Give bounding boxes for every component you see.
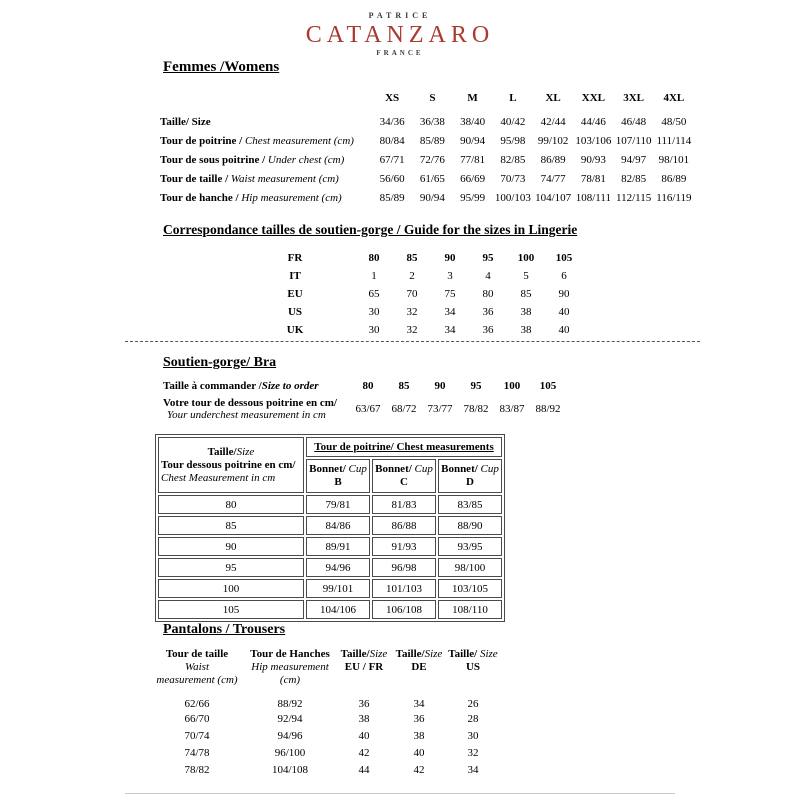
value-cell: 3: [447, 270, 453, 282]
table-row: [158, 558, 502, 577]
value-cell: 90/94: [460, 134, 486, 147]
table-row: [158, 600, 502, 619]
value-cell: 44/46: [580, 115, 606, 128]
value-cell: 82/85: [621, 172, 647, 185]
value-cell: 88/90: [438, 516, 502, 535]
value-cell: 94/96: [306, 558, 370, 577]
value-cell: 42: [413, 764, 425, 776]
table-row: [158, 537, 502, 556]
value-cell: 36: [482, 324, 494, 336]
value-cell: 84/86: [306, 516, 370, 535]
size-header: L: [509, 92, 517, 104]
womens-heading: Femmes /Womens: [163, 59, 280, 75]
row-label: UK: [286, 324, 304, 336]
value-cell: 105: [539, 380, 557, 392]
value-cell: 92/94: [277, 713, 303, 725]
value-cell: 40/42: [500, 115, 526, 128]
value-cell: 80: [362, 380, 374, 392]
value-cell: 32: [406, 324, 418, 336]
row-label: US: [287, 306, 303, 318]
logo-patrice-text: PATRICE: [368, 11, 432, 20]
row-label: FR: [287, 252, 303, 264]
value-cell: 86/89: [661, 172, 687, 185]
table-row: [158, 437, 502, 457]
value-cell: 1: [371, 270, 377, 282]
table-row: [160, 150, 694, 169]
size-header: M: [467, 92, 478, 104]
row-label: Taille/ Size: [160, 115, 211, 128]
value-cell: 65: [368, 288, 380, 300]
value-cell: 104/106: [306, 600, 370, 619]
table-row: [147, 728, 503, 745]
value-cell: 32: [406, 306, 418, 318]
value-cell: 61/65: [419, 172, 445, 185]
value-cell: 34: [413, 698, 425, 710]
empty-cell: [160, 88, 372, 112]
value-cell: 85/89: [379, 191, 405, 204]
value-cell: 75: [444, 288, 456, 300]
table-row: [235, 267, 583, 285]
womens-size-table: [160, 88, 694, 207]
size-de-column-header: Taille/Size DE: [395, 648, 443, 673]
value-cell: 86/89: [540, 153, 566, 166]
value-cell: 83/87: [499, 403, 525, 415]
value-cell: 116/119: [656, 191, 692, 204]
value-cell: 101/103: [372, 579, 436, 598]
value-cell: 103/106: [575, 134, 612, 147]
logo-catanzaro-text: CATANZARO: [305, 22, 495, 48]
value-cell: 38: [413, 730, 425, 742]
size-header: XS: [385, 92, 400, 104]
value-cell: 6: [561, 270, 567, 282]
table-row: [147, 711, 503, 728]
table-row: [235, 249, 583, 267]
value-cell: 108/111: [575, 191, 611, 204]
size-cell: 80: [158, 495, 304, 514]
value-cell: 95/98: [500, 134, 526, 147]
row-label: Votre tour de dessous poitrine en cm/ Your underchest measurement in cm: [163, 396, 337, 421]
value-cell: 104/107: [535, 191, 572, 204]
value-cell: 94/97: [621, 153, 647, 166]
value-cell: 44: [358, 764, 370, 776]
value-cell: 42: [358, 747, 370, 759]
value-cell: 38/40: [460, 115, 486, 128]
trousers-table: [147, 648, 503, 779]
size-header: 3XL: [623, 92, 645, 104]
value-cell: 99/102: [537, 134, 569, 147]
value-cell: 34: [444, 306, 456, 318]
value-cell: 96/98: [372, 558, 436, 577]
table-row: [147, 687, 503, 711]
value-cell: 72/76: [419, 153, 445, 166]
hip-column-header: Tour de Hanches Hip measurement (cm): [250, 648, 330, 686]
value-cell: 30: [368, 306, 380, 318]
value-cell: 104/108: [271, 764, 309, 776]
value-cell: 98/101: [658, 153, 690, 166]
row-label: Tour de taille / Waist measurement (cm): [160, 172, 339, 185]
row-label: IT: [289, 270, 301, 282]
value-cell: 85: [398, 380, 410, 392]
value-cell: 112/115: [616, 191, 652, 204]
value-cell: 80: [368, 252, 380, 264]
value-cell: 40: [358, 730, 370, 742]
value-cell: 88/92: [277, 698, 303, 710]
value-cell: 111/114: [656, 134, 692, 147]
value-cell: 83/85: [438, 495, 502, 514]
size-header: XXL: [581, 92, 605, 104]
value-cell: 90: [558, 288, 570, 300]
size-column-header: Taille/Size Tour dessous poitrine en cm/ Chest Measurement in cm: [158, 437, 304, 493]
value-cell: 103/105: [438, 579, 502, 598]
value-cell: 90: [444, 252, 456, 264]
value-cell: 90/94: [419, 191, 445, 204]
size-cell: 105: [158, 600, 304, 619]
size-header: S: [429, 92, 436, 104]
value-cell: 100/103: [494, 191, 531, 204]
dashed-divider: [125, 341, 700, 342]
table-row: [147, 745, 503, 762]
table-row: [163, 377, 566, 395]
cup-c-header: Bonnet/ Cup C: [372, 459, 436, 493]
bra-order-table: [163, 377, 566, 423]
value-cell: 90/93: [580, 153, 606, 166]
value-cell: 70: [406, 288, 418, 300]
size-us-column-header: Taille/ Size US: [448, 648, 498, 673]
value-cell: 67/71: [379, 153, 405, 166]
size-header: XL: [545, 92, 561, 104]
table-row: [147, 762, 503, 779]
value-cell: 85: [520, 288, 532, 300]
value-cell: 108/110: [438, 600, 502, 619]
value-cell: 80: [482, 288, 494, 300]
trousers-heading: Pantalons / Trousers: [163, 622, 286, 637]
value-cell: 2: [409, 270, 415, 282]
table-row: [158, 495, 502, 514]
value-cell: 80/84: [379, 134, 405, 147]
value-cell: 5: [523, 270, 529, 282]
bra-heading: Soutien-gorge/ Bra: [163, 355, 277, 370]
value-cell: 36: [413, 713, 425, 725]
value-cell: 70/74: [184, 730, 210, 742]
table-row: [235, 321, 583, 339]
value-cell: 38: [520, 324, 532, 336]
value-cell: 62/66: [184, 698, 210, 710]
size-cell: 100: [158, 579, 304, 598]
value-cell: 36/38: [419, 115, 445, 128]
value-cell: 86/88: [372, 516, 436, 535]
lingerie-correspondence-table: [235, 249, 583, 339]
value-cell: 56/60: [379, 172, 405, 185]
value-cell: 98/100: [438, 558, 502, 577]
bottom-rule: [125, 793, 675, 794]
value-cell: 34/36: [379, 115, 405, 128]
value-cell: 85: [406, 252, 418, 264]
value-cell: 74/77: [540, 172, 566, 185]
value-cell: 30: [467, 730, 479, 742]
value-cell: 79/81: [306, 495, 370, 514]
table-row: [158, 516, 502, 535]
value-cell: 99/101: [306, 579, 370, 598]
value-cell: 46/48: [621, 115, 647, 128]
value-cell: 96/100: [274, 747, 306, 759]
table-row: [158, 579, 502, 598]
table-row: [160, 112, 694, 131]
value-cell: 32: [467, 747, 479, 759]
value-cell: 38: [358, 713, 370, 725]
value-cell: 100: [517, 252, 535, 264]
value-cell: 88/92: [535, 403, 561, 415]
size-eu-fr-column-header: Taille/Size EU / FR: [340, 648, 388, 673]
value-cell: 106/108: [372, 600, 436, 619]
row-label: Tour de sous poitrine / Under chest (cm): [160, 153, 345, 166]
brand-logo: [0, 12, 800, 57]
table-row: [160, 169, 694, 188]
table-row: [235, 303, 583, 321]
value-cell: 85/89: [419, 134, 445, 147]
value-cell: 107/110: [615, 134, 652, 147]
value-cell: 90: [434, 380, 446, 392]
lingerie-heading: Correspondance tailles de soutien-gorge / Guide for the sizes in Lingerie: [163, 222, 578, 237]
value-cell: 42/44: [540, 115, 566, 128]
waist-column-header: Tour de taille Waist measurement (cm): [156, 648, 238, 686]
value-cell: 77/81: [460, 153, 486, 166]
size-cell: 85: [158, 516, 304, 535]
table-row: [160, 188, 694, 207]
value-cell: 70/73: [500, 172, 526, 185]
value-cell: 36: [482, 306, 494, 318]
table-row: [163, 395, 566, 423]
value-cell: 82/85: [500, 153, 526, 166]
value-cell: 100: [503, 380, 521, 392]
value-cell: 34: [444, 324, 456, 336]
value-cell: 93/95: [438, 537, 502, 556]
value-cell: 74/78: [184, 747, 210, 759]
value-cell: 30: [368, 324, 380, 336]
value-cell: 78/82: [184, 764, 210, 776]
row-label: Tour de hanche / Hip measurement (cm): [160, 191, 342, 204]
value-cell: 68/72: [391, 403, 417, 415]
value-cell: 28: [467, 713, 479, 725]
value-cell: 38: [520, 306, 532, 318]
value-cell: 40: [413, 747, 425, 759]
value-cell: 34: [467, 764, 479, 776]
size-header: 4XL: [663, 92, 685, 104]
table-row: [160, 88, 694, 112]
value-cell: 95: [470, 380, 482, 392]
value-cell: 4: [485, 270, 491, 282]
value-cell: 66/69: [460, 172, 486, 185]
cup-b-header: Bonnet/ Cup B: [306, 459, 370, 493]
cup-d-header: Bonnet/ Cup D: [438, 459, 502, 493]
value-cell: 105: [555, 252, 573, 264]
value-cell: 40: [558, 324, 570, 336]
row-label: Tour de poitrine / Chest measurement (cm): [160, 134, 354, 147]
value-cell: 81/83: [372, 495, 436, 514]
logo-france-text: FRANCE: [376, 49, 424, 57]
value-cell: 95/99: [460, 191, 486, 204]
value-cell: 63/67: [355, 403, 381, 415]
value-cell: 91/93: [372, 537, 436, 556]
row-label: EU: [287, 288, 303, 300]
size-cell: 95: [158, 558, 304, 577]
value-cell: 40: [558, 306, 570, 318]
size-cell: 90: [158, 537, 304, 556]
chest-measurements-header: Tour de poitrine/ Chest measurements: [306, 437, 502, 457]
bra-cup-table: [155, 434, 505, 622]
row-label: Taille à commander /Size to order: [163, 379, 319, 392]
value-cell: 78/82: [463, 403, 489, 415]
value-cell: 89/91: [306, 537, 370, 556]
table-row: [160, 131, 694, 150]
value-cell: 94/96: [277, 730, 303, 742]
value-cell: 95: [482, 252, 494, 264]
value-cell: 78/81: [580, 172, 606, 185]
value-cell: 26: [467, 698, 479, 710]
table-row: [235, 285, 583, 303]
value-cell: 36: [358, 698, 370, 710]
value-cell: 73/77: [427, 403, 453, 415]
value-cell: 66/70: [184, 713, 210, 725]
table-row: [147, 648, 503, 687]
value-cell: 48/50: [661, 115, 687, 128]
